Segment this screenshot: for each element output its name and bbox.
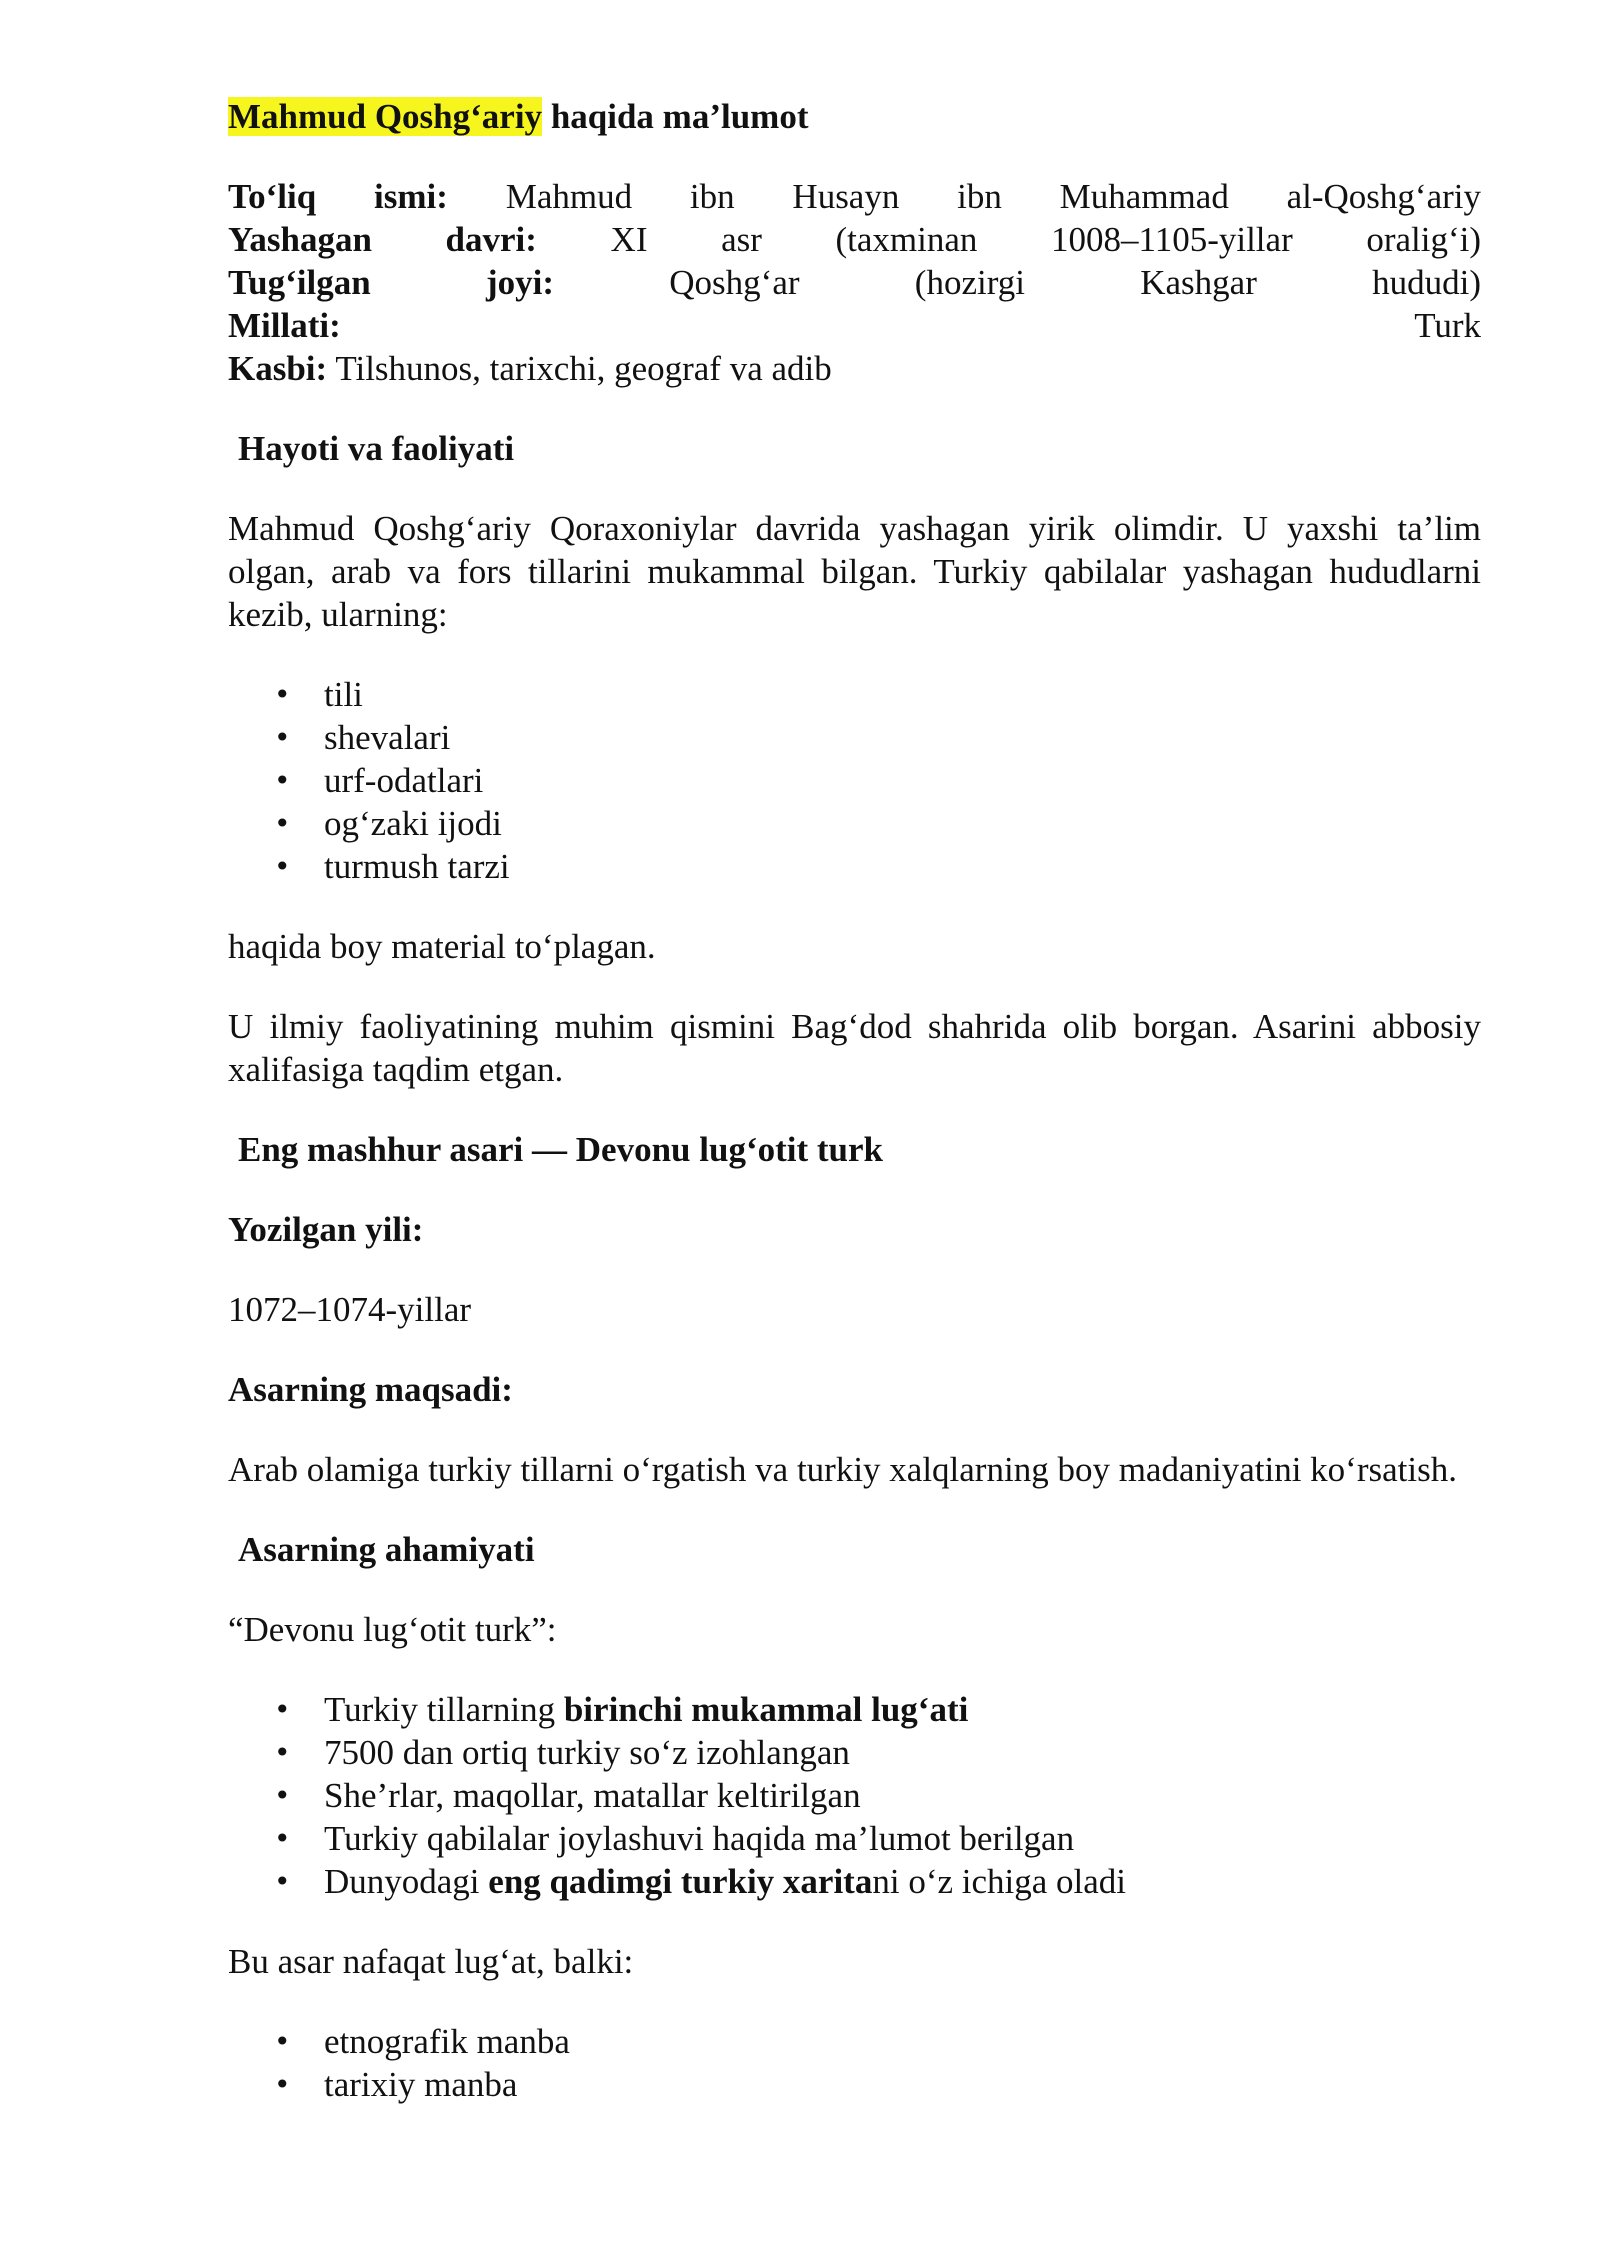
item-text: Dunyodagi xyxy=(324,1862,489,1901)
list-item: • turmush tarzi xyxy=(228,845,1481,888)
list-item: • 7500 dan ortiq turkiy so‘z izohlangan xyxy=(228,1731,1481,1774)
purpose-label: Asarning maqsadi: xyxy=(228,1370,513,1409)
life-after-list: haqida boy material to‘plagan. xyxy=(228,927,656,966)
info-period xyxy=(228,218,1481,261)
info-label: Millati: xyxy=(228,306,341,345)
list-item xyxy=(228,1688,1481,1731)
title-rest: haqida ma’lumot xyxy=(542,97,809,136)
importance-list xyxy=(228,1688,1481,1903)
info-value: XI asr (taxminan 1008–1105-yillar oralig‘i) xyxy=(610,220,1482,259)
info-nationality xyxy=(228,304,1481,347)
year-label: Yozilgan yili: xyxy=(228,1210,424,1249)
list-item: • etnografik manba xyxy=(228,2020,1481,2063)
info-label: Tug‘ilgan joyi: xyxy=(228,263,554,302)
list-item: • shevalari xyxy=(228,716,1481,759)
list-item: • tarixiy manba xyxy=(228,2063,1481,2106)
document-title xyxy=(228,95,1481,138)
list-item: • urf-odatlari xyxy=(228,759,1481,802)
document-body xyxy=(228,95,1481,2143)
info-full-name xyxy=(228,175,1481,218)
list-item: • Turkiy qabilalar joylashuvi haqida ma’lumot berilgan xyxy=(228,1817,1481,1860)
info-profession xyxy=(228,347,1481,390)
list-item: • She’rlar, maqollar, matallar keltirilgan xyxy=(228,1774,1481,1817)
year-value: 1072–1074-yillar xyxy=(228,1290,472,1329)
item-text: Turkiy tillarning xyxy=(324,1690,564,1729)
info-label: Kasbi: xyxy=(228,349,328,388)
info-value: Tilshunos, tarixchi, geograf va adib xyxy=(335,349,832,388)
item-text-suffix: ni o‘z ichiga oladi xyxy=(872,1862,1127,1901)
info-label: To‘liq ismi: xyxy=(228,177,448,216)
list-item: • tili xyxy=(228,673,1481,716)
item-bold-text: eng qadimgi turkiy xarita xyxy=(488,1862,873,1901)
section-heading-importance: Asarning ahamiyati xyxy=(238,1530,535,1569)
closing-list xyxy=(228,2020,1481,2106)
list-item: • og‘zaki ijodi xyxy=(228,802,1481,845)
importance-intro: “Devonu lug‘otit turk”: xyxy=(228,1610,557,1649)
info-birthplace xyxy=(228,261,1481,304)
purpose-value: Arab olamiga turkiy tillarni o‘rgatish va turkiy xalqlarning boy madaniyatini ko‘rsatish. xyxy=(228,1450,1457,1489)
list-item xyxy=(228,1860,1481,1903)
life-intro: Mahmud Qoshg‘ariy Qoraxoniylar davrida yashagan yirik olimdir. U yaxshi ta’lim olgan, arab va fors tillarini mukammal bilgan. Turkiy qabilalar yashagan hududlarni kezib, ularning: xyxy=(228,509,1481,634)
info-value: Qoshg‘ar (hozirgi Kashgar hududi) xyxy=(669,263,1482,302)
info-value: Mahmud ibn Husayn ibn Muhammad al-Qoshg‘ariy xyxy=(505,177,1481,216)
info-label: Yashagan davri: xyxy=(228,220,537,259)
section-heading-work: Eng mashhur asari — Devonu lug‘otit turk xyxy=(238,1130,884,1169)
highlighted-name: Mahmud Qoshg‘ariy xyxy=(228,97,543,136)
info-value: Turk xyxy=(1414,306,1481,345)
life-baghdad: U ilmiy faoliyatining muhim qismini Bag‘dod shahrida olib borgan. Asarini abbosiy xalifasiga taqdim etgan. xyxy=(228,1007,1481,1089)
section-heading-life: Hayoti va faoliyati xyxy=(238,429,515,468)
life-list xyxy=(228,673,1481,888)
info-block xyxy=(228,175,1481,390)
item-bold-text: birinchi mukammal lug‘ati xyxy=(563,1690,969,1729)
closing-text: Bu asar nafaqat lug‘at, balki: xyxy=(228,1942,634,1981)
